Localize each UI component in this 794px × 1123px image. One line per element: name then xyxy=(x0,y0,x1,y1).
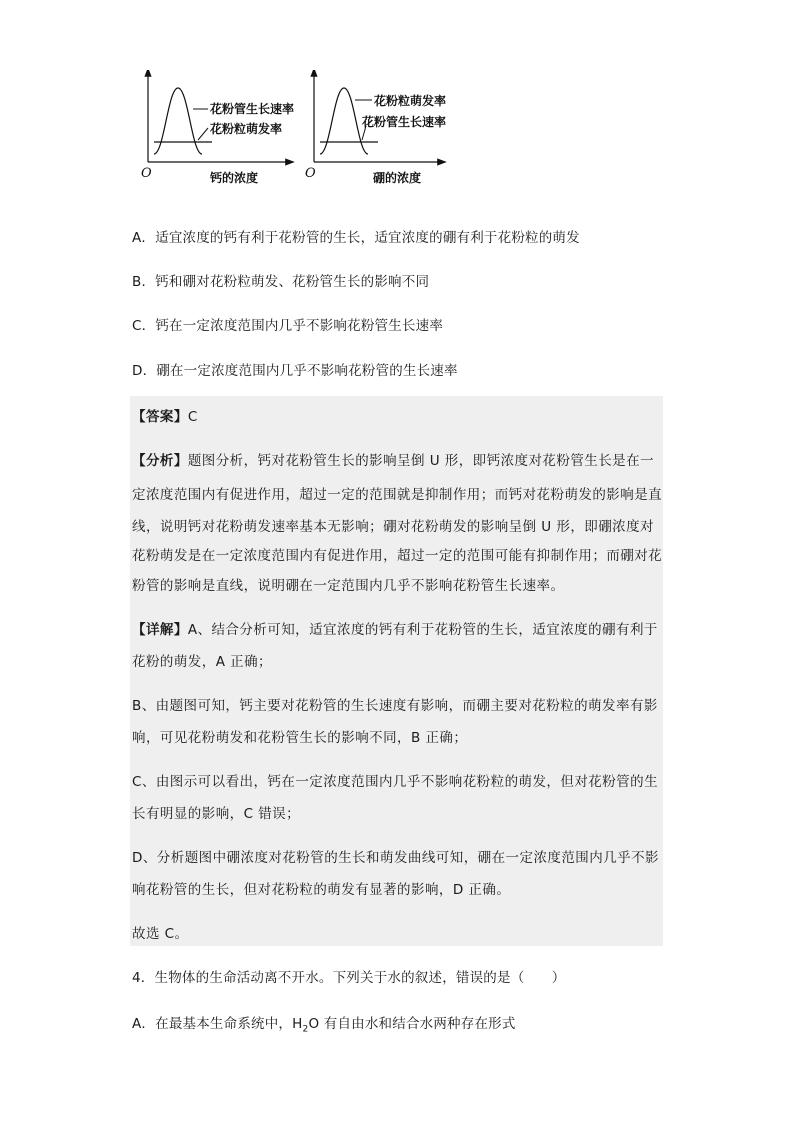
analysis-line: 线，说明钙对花粉萌发速率基本无影响；硼对花粉萌发的影响呈倒 U 形，即硼浓度对 xyxy=(132,519,655,535)
x-axis-label: 钙的浓度 xyxy=(210,171,259,185)
answer-tag: 【答案】 xyxy=(132,409,188,425)
x-axis-label: 硼的浓度 xyxy=(373,171,422,185)
analysis-text: 题图分析，钙对花粉管生长的影响呈倒 U 形，即钙浓度对花粉管生长是在一 xyxy=(187,453,655,469)
answer-line xyxy=(132,405,198,425)
curve-label: 花粉粒萌发率 xyxy=(374,94,447,108)
boron-graph xyxy=(305,72,446,185)
detail-line: C、由图示可以看出，钙在一定浓度范围内几乎不影响花粉粒的萌发，但对花粉管的生 xyxy=(132,774,659,790)
curve-label: 花粉管生长速率 xyxy=(210,102,295,116)
option-c: C．钙在一定浓度范围内几乎不影响花粉管生长速率 xyxy=(132,318,444,334)
detail-line: 响花粉管的生长，但对花粉粒的萌发有显著的影响，D 正确。 xyxy=(132,882,511,898)
option-a-post: O 有自由水和结合水两种存在形式 xyxy=(308,1016,516,1032)
origin-label: O xyxy=(141,166,152,181)
answer-value: C xyxy=(187,409,198,425)
detail-line: D、分析题图中硼浓度对花粉管的生长和萌发曲线可知，硼在一定浓度范围内几乎不影 xyxy=(132,850,659,866)
detail-line: 响，可见花粉萌发和花粉管生长的影响不同，B 正确； xyxy=(132,730,468,746)
option-a: A．适宜浓度的钙有利于花粉管的生长，适宜浓度的硼有利于花粉粒的萌发 xyxy=(132,230,580,246)
analysis-line xyxy=(132,449,654,469)
analysis-tag: 【分析】 xyxy=(132,453,188,469)
detail-line: 花粉的萌发，A 正确； xyxy=(132,654,272,670)
detail-text: A、结合分析可知，适宜浓度的钙有利于花粉管的生长，适宜浓度的硼有利于 xyxy=(187,622,658,638)
question-4-option-a xyxy=(132,1012,516,1035)
label-pointer xyxy=(198,128,208,140)
calcium-graph xyxy=(141,72,294,185)
detail-line xyxy=(132,618,658,638)
analysis-line: 定浓度范围内有促进作用，超过一定的范围就是抑制作用；而钙对花粉萌发的影响是直 xyxy=(132,487,663,503)
figure-graphs xyxy=(130,70,450,190)
detail-line: B、由题图可知，钙主要对花粉管的生长速度有影响，而硼主要对花粉粒的萌发率有影 xyxy=(132,698,658,714)
option-d: D．硼在一定浓度范围内几乎不影响花粉管的生长速率 xyxy=(132,363,458,379)
option-b: B．钙和硼对花粉粒萌发、花粉管生长的影响不同 xyxy=(132,274,430,290)
question-4-stem: 4．生物体的生命活动离不开水。下列关于水的叙述，错误的是（ ） xyxy=(132,970,566,986)
detail-tag: 【详解】 xyxy=(132,622,188,638)
curve-label: 花粉粒萌发率 xyxy=(210,122,283,136)
tube-growth-curve xyxy=(154,88,202,154)
curve-label: 花粉管生长速率 xyxy=(362,115,447,129)
detail-line: 长有明显的影响，C 错误； xyxy=(132,806,301,822)
option-a-pre: A．在最基本生命系统中，H xyxy=(132,1016,303,1032)
analysis-line: 粉管的影响是直线，说明硼在一定范围内几乎不影响花粉管生长速率。 xyxy=(132,578,565,594)
germination-curve xyxy=(320,88,368,154)
analysis-line: 花粉萌发是在一定浓度范围内有促进作用，超过一定的范围可能有抑制作用；而硼对花 xyxy=(132,548,663,564)
conclusion-line: 故选 C。 xyxy=(132,926,189,942)
option-a-subscript: 2 xyxy=(302,1024,309,1035)
origin-label: O xyxy=(305,166,316,181)
